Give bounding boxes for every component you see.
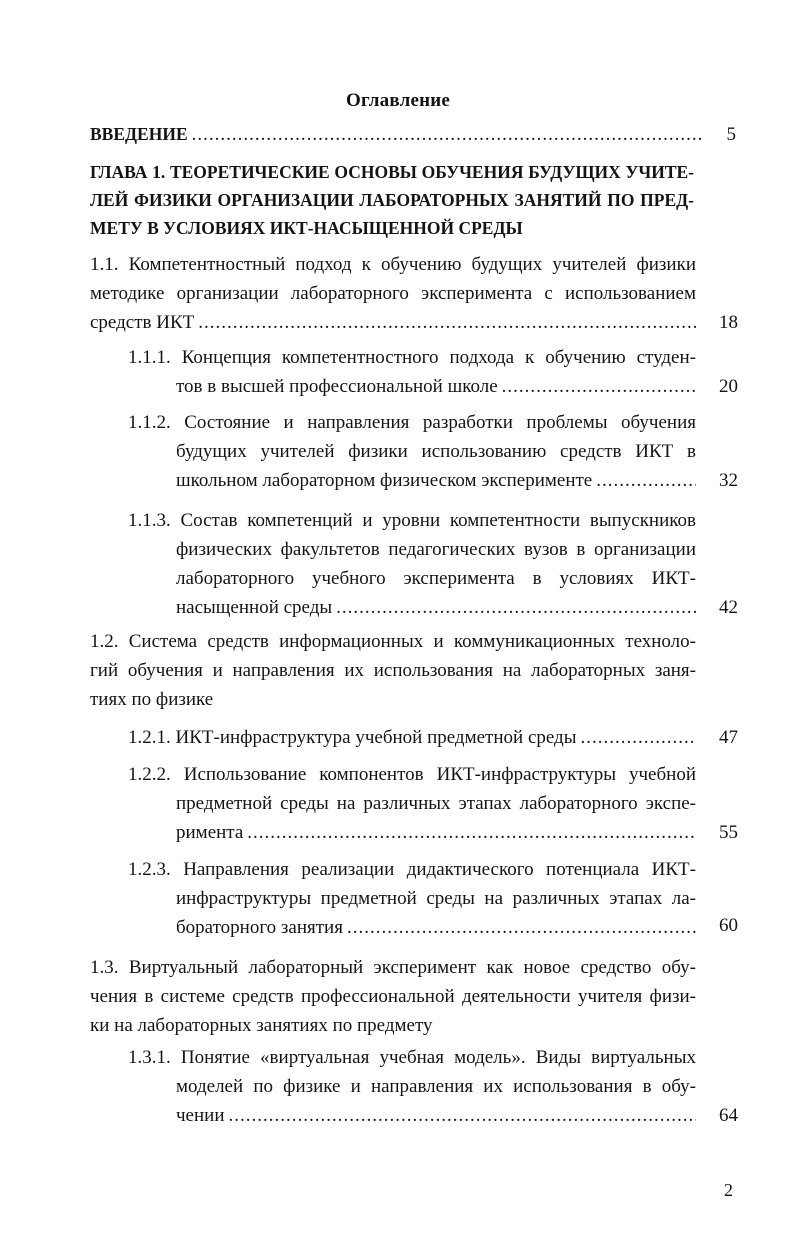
page-number: 2 (724, 1180, 733, 1200)
toc-line: школьном лабораторном физическом эксперименте (176, 470, 593, 491)
toc-line: 1.2.2. Использование компонентов ИКТ-инфраструктуры учебной (128, 764, 696, 785)
toc-line: 1.3.1. Понятие «виртуальная учебная модель». Виды виртуальных (128, 1047, 696, 1068)
toc-page-number: 64 (719, 1105, 738, 1126)
toc-line: методике организации лабораторного эксперимента с использованием (90, 283, 696, 304)
toc-subsection-1-1-1 (128, 343, 696, 401)
toc-page-number: 47 (719, 727, 738, 748)
toc-line: насыщенной среды (176, 597, 333, 618)
toc-line: чении (176, 1105, 225, 1126)
toc-line: МЕТУ В УСЛОВИЯХ ИКТ-НАСЫЩЕННОЙ СРЕДЫ (90, 218, 523, 238)
toc-line: 1.2. Система средств информационных и коммуникационных техноло- (90, 631, 696, 652)
toc-page-number: 18 (719, 312, 738, 333)
toc-line: 1.2.3. Направления реализации дидактического потенциала ИКТ- (128, 859, 696, 880)
toc-line: 1.1.3. Состав компетенций и уровни компетентности выпускников (128, 510, 696, 531)
toc-page-number: 32 (719, 470, 738, 491)
toc-entry-label: ВВЕДЕНИЕ (90, 124, 188, 144)
toc-line: ЛЕЙ ФИЗИКИ ОРГАНИЗАЦИИ ЛАБОРАТОРНЫХ ЗАНЯТИЙ ПО ПРЕД- (90, 190, 694, 210)
dot-leader (347, 913, 696, 942)
toc-line: будущих учителей физики использованию средств ИКТ в (176, 441, 696, 462)
dot-leader (336, 593, 696, 622)
toc-line: физических факультетов педагогических вузов в организации (176, 539, 696, 560)
toc-subsection-1-3-1 (128, 1043, 696, 1130)
dot-leader (596, 466, 696, 495)
toc-line: ки на лабораторных занятиях по предмету (90, 1015, 433, 1036)
toc-line: лабораторного учебного эксперимента в условиях ИКТ- (176, 568, 696, 589)
dot-leader (502, 372, 696, 401)
toc-subsection-1-2-3 (128, 855, 696, 942)
toc-line: гий обучения и направления их использования на лабораторных заня- (90, 660, 696, 681)
toc-line: бораторного занятия (176, 917, 343, 938)
toc-subsection-1-2-2 (128, 760, 696, 847)
toc-line: 1.1.1. Концепция компетентностного подхода к обучению студен- (128, 347, 696, 368)
toc-title: Оглавление (345, 90, 451, 111)
toc-line: 1.1. Компетентностный подход к обучению будущих учителей физики (90, 254, 696, 275)
dot-leader (192, 120, 702, 149)
toc-line: 1.2.1. ИКТ-инфраструктура учебной предметной среды (128, 727, 577, 748)
toc-line: ГЛАВА 1. ТЕОРЕТИЧЕСКИЕ ОСНОВЫ ОБУЧЕНИЯ БУДУЩИХ УЧИТЕ- (90, 162, 694, 182)
toc-line: тов в высшей профессиональной школе (176, 376, 498, 397)
toc-line: римента (176, 822, 244, 843)
toc-section-1-3 (90, 953, 696, 1040)
toc-line: 1.3. Виртуальный лабораторный эксперимент как новое средство обу- (90, 957, 696, 978)
toc-line: чения в системе средств профессиональной деятельности учителя физи- (90, 986, 696, 1007)
toc-page-number: 20 (719, 376, 738, 397)
toc-entry-intro (90, 120, 702, 149)
dot-leader (198, 308, 696, 337)
dot-leader (247, 818, 696, 847)
toc-page-number: 55 (719, 822, 738, 843)
toc-subsection-1-2-1 (128, 723, 696, 752)
toc-line: инфраструктуры предметной среды на различных этапах ла- (176, 888, 696, 909)
toc-page-number: 5 (726, 124, 736, 145)
toc-line: предметной среды на различных этапах лабораторного экспе- (176, 793, 696, 814)
dot-leader (229, 1101, 697, 1130)
toc-line: средств ИКТ (90, 312, 195, 333)
dot-leader (581, 723, 697, 752)
toc-page-number: 42 (719, 597, 738, 618)
toc-subsection-1-1-2 (128, 408, 696, 495)
toc-line: тиях по физике (90, 689, 214, 710)
toc-line: 1.1.2. Состояние и направления разработки проблемы обучения (128, 412, 696, 433)
toc-subsection-1-1-3 (128, 506, 696, 622)
toc-section-1-1 (90, 250, 696, 337)
toc-chapter-1 (90, 158, 694, 242)
toc-line: моделей по физике и направления их использования в обу- (176, 1076, 696, 1097)
toc-section-1-2 (90, 627, 696, 714)
toc-page-number: 60 (719, 915, 738, 936)
